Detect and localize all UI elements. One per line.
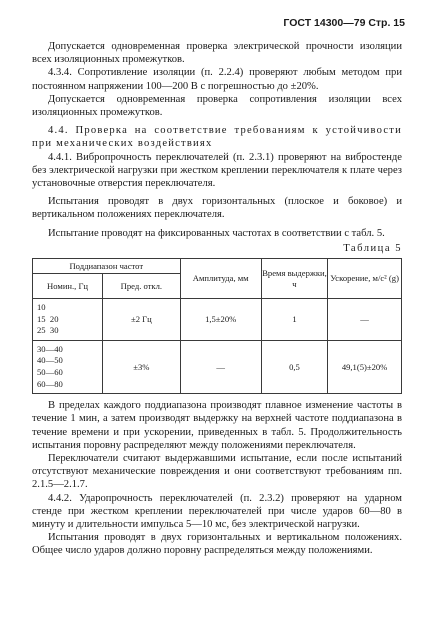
table-caption: Таблица 5 [343,242,402,254]
paragraph: Испытание проводят на фиксированных частотах в соответствии с табл. 5. [48,227,385,239]
paragraph: Допускается одновременная проверка электрической прочности изоляции всех изоляционных промежутков. [32,41,402,66]
nominal-value: 30—40 [37,343,63,354]
nominal-value: 40—50 [37,355,63,366]
nominal-value-pair [37,314,102,326]
section-heading: 4.4. Проверка на соответствие требованиям к устойчивости при механических воздействиях [32,125,402,150]
paragraph: Испытания проводят в двух горизонтальных и вертикальном положениях. Общее число ударов должно поровну распределяться между положениями. [32,532,402,557]
paragraph: 4.4.1. Вибропрочность переключателей (п. 2.3.1) проверяют на вибростенде без электрической нагрузки при жестком креплении переключателя к плате через установочные отверстия переключателя. [32,151,402,190]
nominal-value: 10 [37,302,46,313]
table-cell-deviation: ±2 Гц [103,299,180,341]
table-row [33,340,402,393]
table-cell-time: 0,5 [261,340,327,393]
nominal-value-pair [37,325,102,337]
table-cell-nominal [33,340,103,393]
nominal-value: 15 [37,313,46,324]
nominal-value: 30 [49,325,59,336]
nominal-value: 25 [37,325,46,336]
table-cell-amplitude: 1,5±20% [180,299,261,341]
paragraph: Испытания проводят в двух горизонтальных (плоское и боковое) и вертикальном положениях переключателя. [32,196,402,221]
paragraph: 4.3.4. Сопротивление изоляции (п. 2.2.4) проверяют любым методом при постоянном напряжении 100—200 В с погрешностью до ±20%. [32,67,402,92]
nominal-value: 20 [49,313,59,324]
table-cell-acceleration: 49,1(5)±20% [328,340,402,393]
table-header-time: Время выдержки, ч [261,259,327,299]
paragraph: Переключатели считают выдержавшими испытание, если после испытаний отсутствуют механические повреждения и они соответствуют требованиям пп. 2.1.5—2.1.7. [32,453,402,491]
table-cell-time: 1 [261,299,327,341]
nominal-value: 60—80 [37,378,63,389]
table-cell-nominal [33,299,103,341]
table-cell-deviation: ±3% [103,340,180,393]
table-header-deviation: Пред. откл. [103,274,180,299]
paragraph: 4.4.2. Ударопрочность переключателей (п. 2.3.2) проверяют на ударном стенде при жестком креплении переключателей при числе ударов 60—80 в минуту и длительности импульса 5—10 мс, без электрической нагрузки. [32,492,402,531]
paragraph: Допускается одновременная проверка сопротивления изоляции всех изоляционных промежутков. [32,93,402,119]
document-body [32,40,402,558]
table-header-amplitude: Амплитуда, мм [180,259,261,299]
table-header-acceleration: Ускорение, м/с² (g) [328,259,402,299]
page-header: ГОСТ 14300—79 Стр. 15 [283,17,405,29]
vibration-table [32,258,402,394]
table-header-nominal: Номин., Гц [33,274,103,299]
paragraph: В пределах каждого поддиапазона производят плавное изменение частоты в течение 1 мин, а затем производят выдержку на верхней частоте поддиапазона в течение времени и при ускорении, приведенных в табл. 5. Продолжительность испытания поровну распределяют между положениями переключателя. [32,400,402,451]
table-group-header: Поддиапазон частот [33,259,181,274]
nominal-value: 50—60 [37,367,63,378]
table-row [33,299,402,341]
table-cell-acceleration: — [328,299,402,341]
table-cell-amplitude: — [180,340,261,393]
